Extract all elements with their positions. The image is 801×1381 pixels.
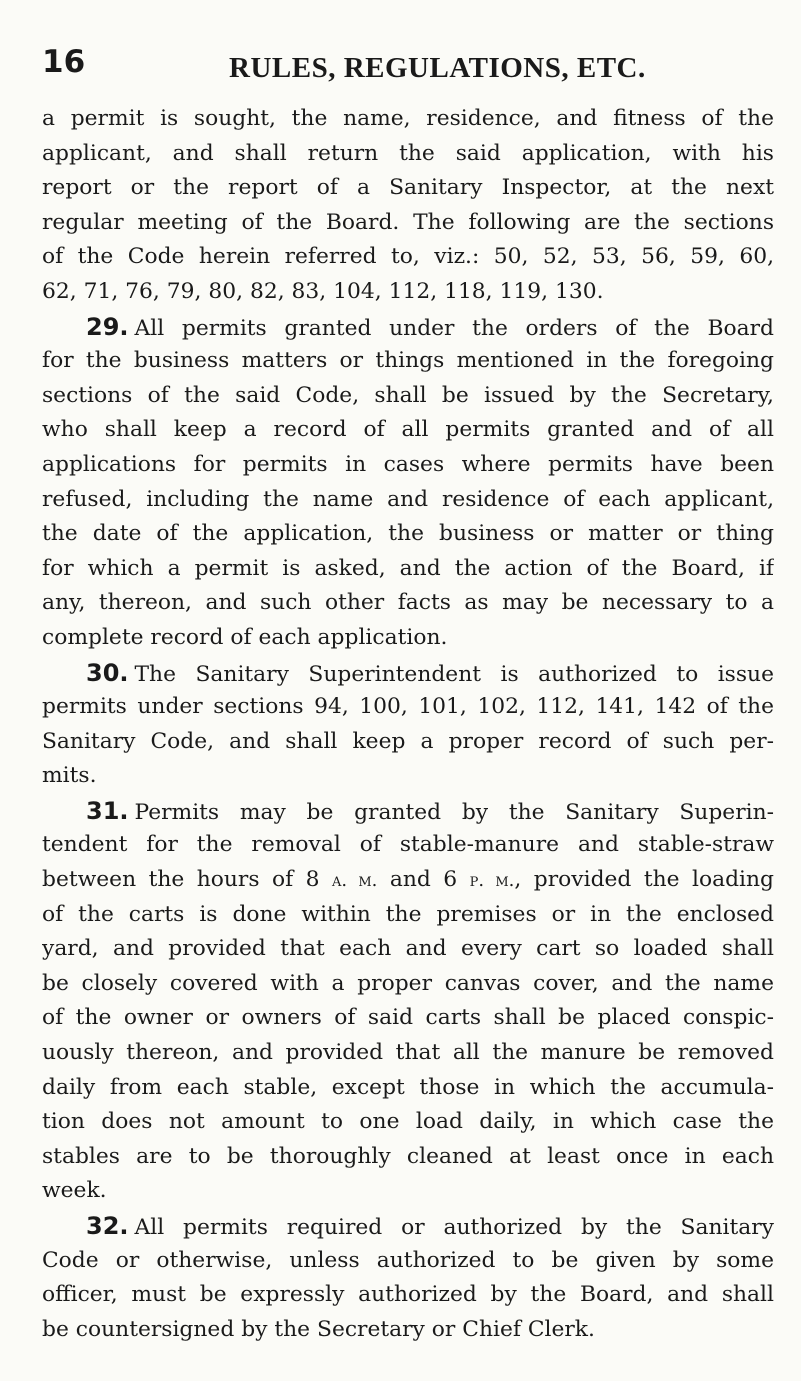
text-line: of the owner or owners of said carts shall be placed conspic- xyxy=(42,1005,774,1031)
text-line: sections of the said Code, shall be issued by the Secretary, xyxy=(42,382,774,408)
text-line: yard, and provided that each and every cart so loaded shall xyxy=(42,936,774,962)
section-number: 30. xyxy=(86,658,129,687)
text-line: Code or otherwise, unless authorized to be given by some xyxy=(42,1247,774,1273)
running-title: RULES, REGULATIONS, ETC. xyxy=(229,52,646,84)
text-line: mits. xyxy=(42,763,97,789)
text-line: of the Code herein referred to, viz.: 50, 52, 53, 56, 59, 60, xyxy=(42,244,774,270)
section-number: 32. xyxy=(86,1212,129,1240)
text-line: for which a permit is asked, and the action of the Board, if xyxy=(42,555,774,581)
text-line: Sanitary Code, and shall keep a proper record of such per- xyxy=(42,728,774,754)
section-number: 31. xyxy=(86,796,129,825)
text-line: be closely covered with a proper canvas cover, and the name xyxy=(42,970,774,996)
running-head xyxy=(42,44,774,98)
text-line: tion does not amount to one load daily, in which case the xyxy=(42,1109,774,1135)
page-number: 16 xyxy=(42,44,86,80)
text-line: 30. The Sanitary Superintendent is authorized to issue xyxy=(86,658,774,687)
text-line: complete record of each application. xyxy=(42,624,448,650)
paragraph-continuation xyxy=(42,102,774,310)
text-line: a permit is sought, the name, residence, and fitness of the xyxy=(42,106,774,131)
section-29 xyxy=(42,310,774,656)
text-line: refused, including the name and residence of each applicant, xyxy=(42,486,774,512)
time-pm: p. m. xyxy=(469,870,515,892)
text-line: permits under sections 94, 100, 101, 102, 112, 141, 142 of the xyxy=(42,694,774,720)
book-page xyxy=(42,44,774,1347)
section-31 xyxy=(42,794,774,1209)
text-line: applicant, and shall return the said application, with his xyxy=(42,140,774,166)
text-line: of the carts is done within the premises or in the enclosed xyxy=(42,901,774,927)
section-number: 29. xyxy=(86,312,129,341)
time-am: a. m. xyxy=(331,870,378,892)
text-line: regular meeting of the Board. The following are the sections xyxy=(42,209,774,235)
text-line: 32. All permits required or authorized by the Sanitary xyxy=(86,1212,774,1240)
text-line: daily from each stable, except those in which the accumula- xyxy=(42,1074,774,1100)
text-line: the date of the application, the business or matter or thing xyxy=(42,521,774,547)
text-line: officer, must be expressly authorized by the Board, and shall xyxy=(42,1282,774,1308)
text-line: for the business matters or things mentioned in the foregoing xyxy=(42,348,774,374)
section-30 xyxy=(42,656,774,794)
text-line: 62, 71, 76, 79, 80, 82, 83, 104, 112, 118, 119, 130. xyxy=(42,278,604,304)
text-line: 31. Permits may be granted by the Sanitary Superin- xyxy=(86,796,774,825)
text-line: week. xyxy=(42,1178,107,1204)
text-line: between the hours of 8 a. m. and 6 p. m., provided the loading xyxy=(42,867,774,893)
text-line: any, thereon, and such other facts as may be necessary to a xyxy=(42,590,774,616)
text-line: be countersigned by the Secretary or Chief Clerk. xyxy=(42,1316,595,1342)
text-line: applications for permits in cases where permits have been xyxy=(42,451,774,477)
text-line: report or the report of a Sanitary Inspector, at the next xyxy=(42,175,774,201)
text-line: tendent for the removal of stable-manure and stable-straw xyxy=(42,832,774,858)
text-line: uously thereon, and provided that all the manure be removed xyxy=(42,1040,774,1066)
text-line: stables are to be thoroughly cleaned at least once in each xyxy=(42,1143,774,1169)
text-line: 29. All permits granted under the orders of the Board xyxy=(86,312,774,341)
body-text xyxy=(42,102,774,1347)
text-line: who shall keep a record of all permits granted and of all xyxy=(42,417,774,443)
section-32 xyxy=(42,1209,774,1347)
